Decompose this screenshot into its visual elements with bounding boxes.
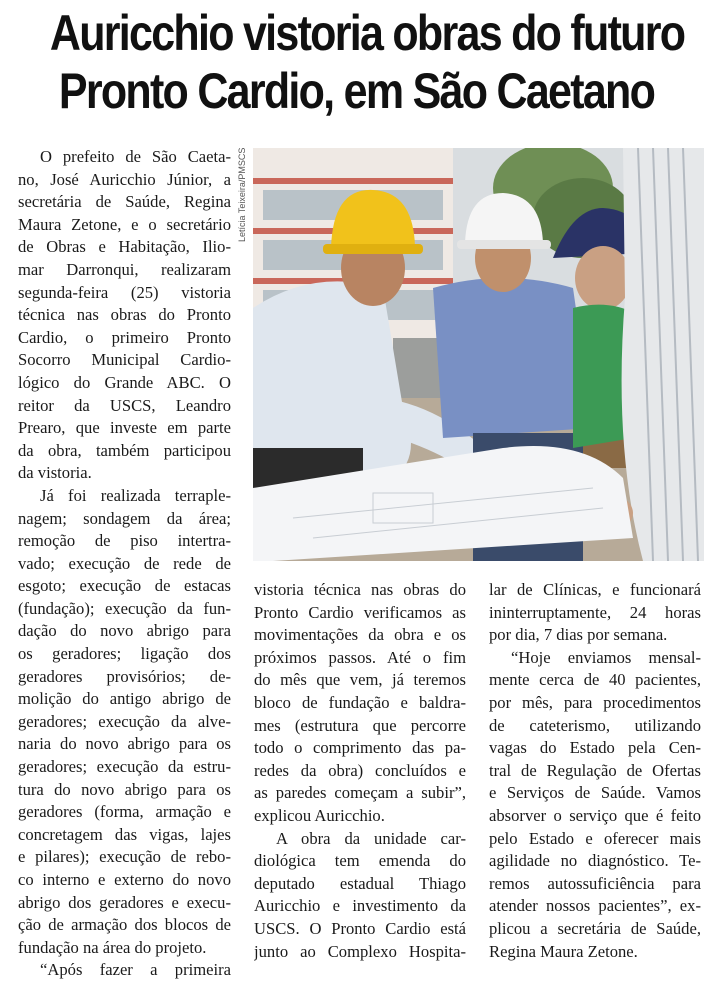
text-line: co interno e externo do novo (18, 870, 231, 889)
text-line: e pilares); execução de rebo- (18, 847, 231, 867)
text-line: “Hoje enviamos mensal- (511, 647, 701, 667)
text-line: nagem; sondagem da área; (18, 508, 231, 528)
text-line: próximos passos. Até o fim (254, 647, 466, 667)
text-line: mes (estrutura que percorre (254, 715, 466, 735)
text-line: Regina Maura Zetone. (489, 941, 638, 961)
text-line: reitor da USCS, Leandro (18, 395, 231, 415)
headline-line-1: Auricchio vistoria obras do futuro (49, 5, 685, 61)
text-line: Auricchio e investimento da (254, 896, 466, 916)
text-line: Cardio, o primeiro Pronto (18, 327, 231, 347)
text-line: técnica nas obras do Pronto (18, 305, 231, 325)
text-line: A obra da unidade car- (276, 828, 466, 848)
text-line: atender nossos pacientes”, ex- (489, 896, 701, 916)
text-line: O prefeito de São Caeta- (40, 147, 231, 166)
text-line: Socorro Municipal Cardio- (18, 350, 231, 370)
text-line: ininterruptamente, 24 horas (489, 602, 701, 622)
text-line: agilidade no diagnóstico. Te- (489, 851, 701, 871)
text-line: bloco de fundação e baldra- (254, 692, 466, 712)
text-line: deputado estadual Thiago (254, 873, 466, 893)
text-line: Já foi realizada terraple- (40, 485, 231, 505)
article-column-1 (18, 146, 231, 982)
text-line: vado; execução de rede de (18, 553, 231, 573)
text-line: lar de Clínicas, e funcionará (489, 580, 701, 599)
text-line: todo o comprimento das pa- (254, 738, 466, 758)
text-line: dação do novo abrigo para (18, 621, 231, 641)
text-line: vagas do Estado pela Cen- (489, 738, 701, 758)
text-line: remoção de piso intertra- (18, 531, 231, 551)
text-line: por mês, para procedimentos (489, 692, 701, 712)
text-line: tral de Regulação de Ofertas (489, 760, 701, 780)
text-line: por dia, 7 dias por semana. (489, 625, 668, 645)
text-line: molição do antigo abrigo de (18, 689, 231, 709)
article-photo (253, 148, 704, 561)
text-line: e Serviços de Saúde. Vamos (489, 783, 701, 803)
text-line: mente cerca de 40 pacientes, (489, 670, 701, 690)
text-line: remos autossuficiência para (489, 873, 701, 893)
text-line: Maura Zetone, e o secretário (18, 214, 231, 234)
text-line: tura do novo abrigo para os (18, 779, 231, 799)
text-line: da obra, também participou (18, 440, 231, 460)
text-line: os geradores; ligação dos (18, 644, 231, 664)
photo-credit: Letícia Teixeira/PMSCS (237, 148, 247, 243)
text-line: geradores; execução da estru- (18, 757, 231, 777)
text-line: geradores provisórios; de- (18, 666, 231, 686)
text-line: esgoto; execução de estacas (18, 576, 231, 596)
text-line: de cateterismo, utilizando (489, 715, 701, 735)
text-line: naria do novo abrigo para os (18, 734, 231, 754)
text-line: fundação na área do projeto. (18, 937, 207, 957)
article-column-3 (489, 579, 701, 963)
text-line: da vistoria. (18, 463, 92, 483)
text-line: secretária de Saúde, Regina (18, 192, 231, 212)
text-line: as paredes começam a subir”, (254, 783, 466, 803)
text-line: vistoria técnica nas obras do (254, 580, 466, 599)
text-line: de Obras e Habitação, Ilio- (18, 237, 231, 257)
text-line: explicou Auricchio. (254, 805, 385, 825)
text-line: segunda-feira (25) vistoria (18, 282, 231, 302)
text-line: geradores; execução da alve- (18, 711, 231, 731)
text-line: movimentações da obra e os (254, 625, 466, 645)
text-line: (fundação); execução da fun- (18, 598, 231, 618)
text-line: absorver o serviço que é feito (489, 805, 701, 825)
photo-illustration (253, 148, 704, 561)
article-column-2 (254, 579, 466, 963)
text-line: redes da obra) concluídos e (254, 760, 466, 780)
text-line: pelo Estado e oferecer mais (489, 828, 701, 848)
headline-line-2: Pronto Cardio, em São Caetano (58, 63, 655, 119)
text-line: junto ao Complexo Hospita- (254, 941, 466, 961)
text-line: plicou a secretária de Saúde, (489, 918, 701, 938)
text-line: USCS. O Pronto Cardio está (254, 918, 466, 938)
text-line: Prearo, que investe em parte (18, 418, 231, 438)
text-line: concretagem das vigas, lajes (18, 824, 231, 844)
headline (49, 4, 685, 120)
text-line: lógico do Grande ABC. O (18, 372, 231, 392)
text-line: “Após fazer a primeira (40, 960, 231, 980)
text-line: do mês que vem, já teremos (254, 670, 466, 690)
text-line: geradores (forma, armação e (18, 802, 231, 822)
text-line: diológica tem emenda do (254, 851, 466, 871)
text-line: ção de armação dos blocos de (18, 915, 231, 935)
text-line: no, José Auricchio Júnior, a (18, 169, 231, 189)
text-line: abrigo dos geradores e execu- (18, 892, 231, 912)
text-line: mar Darronqui, realizaram (18, 259, 231, 279)
text-line: Pronto Cardio verificamos as (254, 602, 466, 622)
